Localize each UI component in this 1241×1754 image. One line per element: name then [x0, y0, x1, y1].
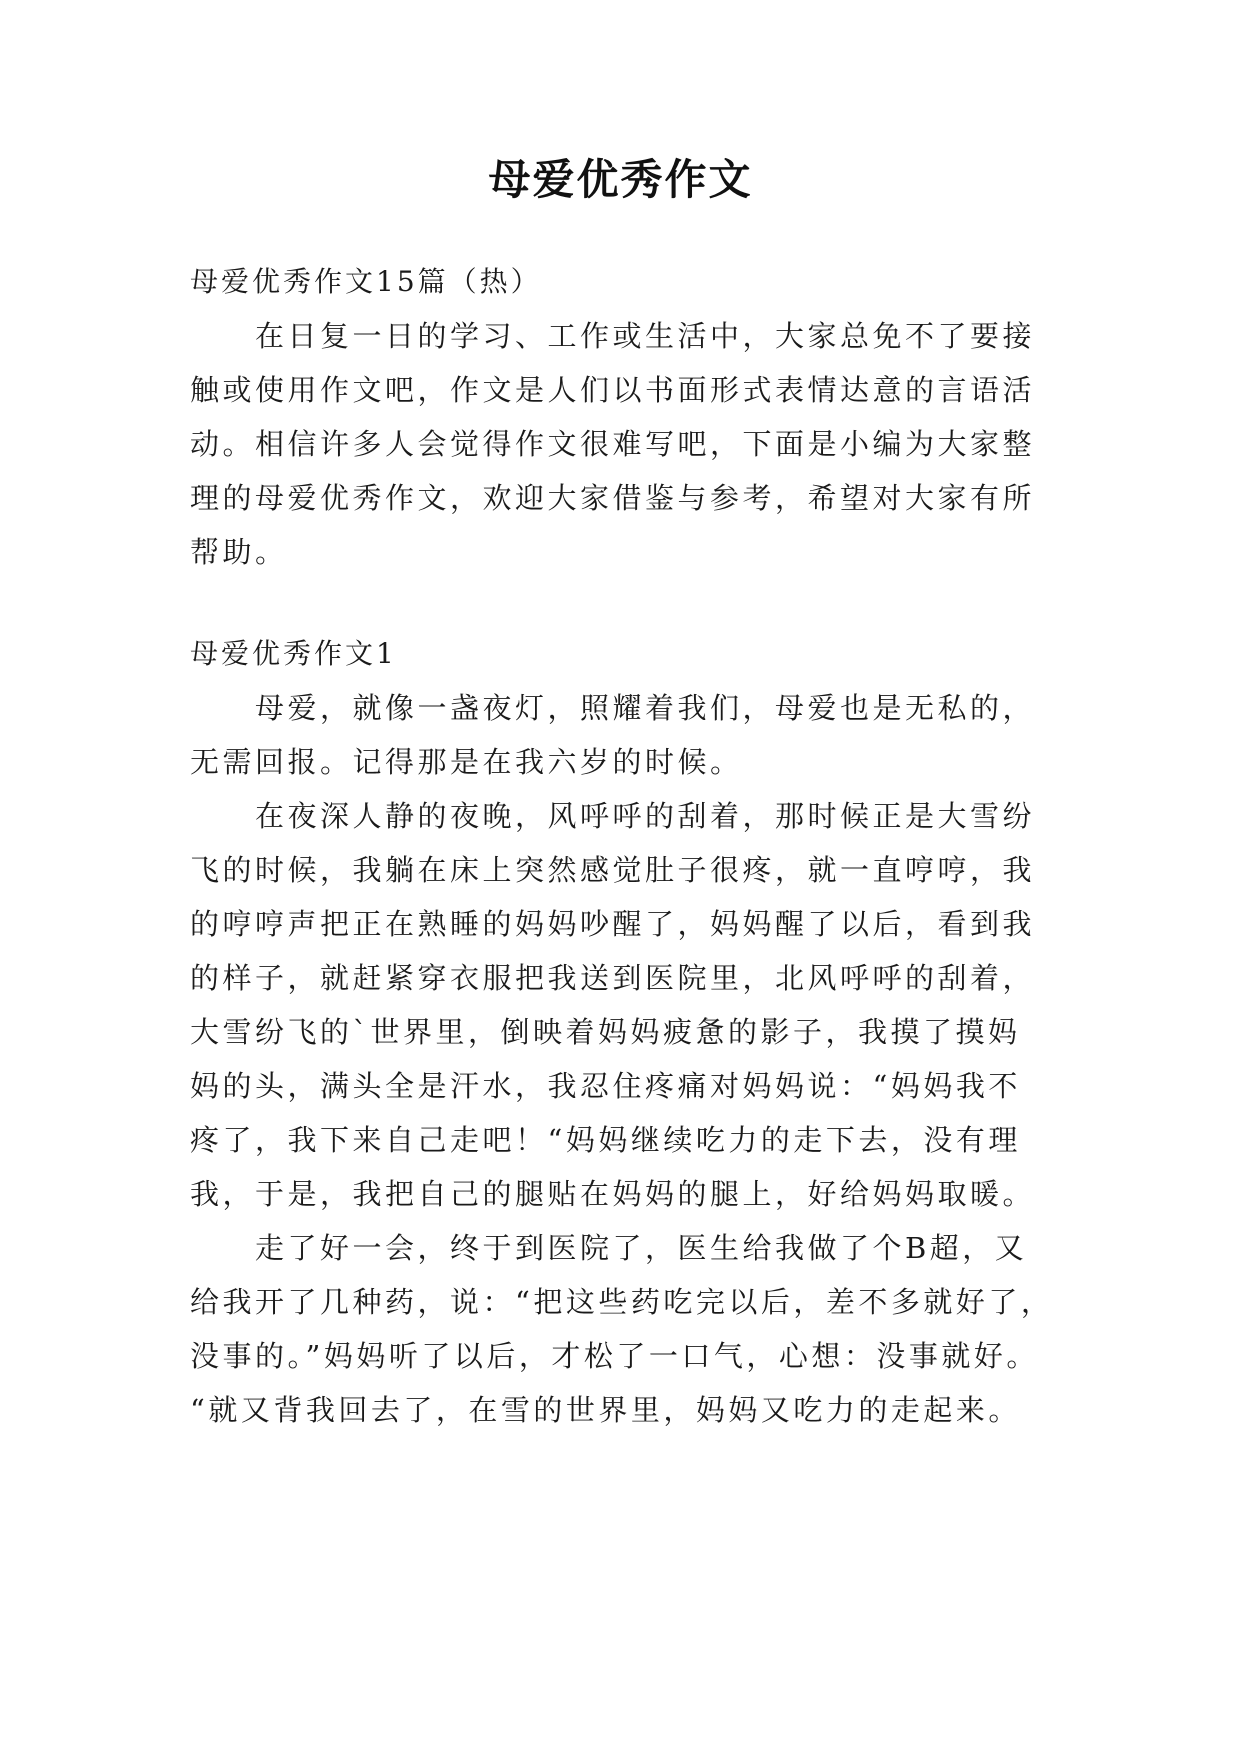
- essay1-paragraph-line: 疼了，我下来自己走吧！“妈妈继续吃力的走下去，没有理: [190, 1123, 1021, 1157]
- intro-paragraph-line: 动。相信许多人会觉得作文很难写吧，下面是小编为大家整: [190, 427, 1036, 461]
- essay1-paragraph-line: 妈的头，满头全是汗水，我忍住疼痛对妈妈说：“妈妈我不: [190, 1069, 1021, 1103]
- essay1-paragraph-line: 给我开了几种药，说：“把这些药吃完以后，差不多就好了，: [190, 1285, 1054, 1319]
- essay1-paragraph-line: 母爱，就像一盏夜灯，照耀着我们，母爱也是无私的，: [255, 691, 1036, 725]
- essay1-paragraph-line: 没事的。”妈妈听了以后，才松了一口气，心想：没事就好。: [190, 1339, 1039, 1373]
- essay1-paragraph-line: “就又背我回去了，在雪的世界里，妈妈又吃力的走起来。: [190, 1393, 1021, 1427]
- essay1-paragraph-line: 大雪纷飞的`世界里，倒映着妈妈疲惫的影子，我摸了摸妈: [190, 1015, 1021, 1049]
- intro-paragraph-line: 理的母爱优秀作文，欢迎大家借鉴与参考，希望对大家有所: [190, 481, 1036, 515]
- essay1-paragraph-line: 无需回报。记得那是在我六岁的时候。: [190, 745, 743, 779]
- essay1-paragraph-line: 的哼哼声把正在熟睡的妈妈吵醒了，妈妈醒了以后，看到我: [190, 907, 1036, 941]
- intro-paragraph-line: 触或使用作文吧，作文是人们以书面形式表情达意的言语活: [190, 373, 1036, 407]
- intro-paragraph-line: 帮助。: [190, 535, 288, 569]
- essay1-paragraph-line: 我，于是，我把自己的腿贴在妈妈的腿上，好给妈妈取暖。: [190, 1177, 1036, 1211]
- essay1-paragraph-line: 在夜深人静的夜晚，风呼呼的刮着，那时候正是大雪纷: [255, 799, 1036, 833]
- intro-paragraph-line: 在日复一日的学习、工作或生活中，大家总免不了要接: [255, 319, 1036, 353]
- essay1-paragraph-line: 的样子，就赶紧穿衣服把我送到医院里，北风呼呼的刮着，: [190, 961, 1036, 995]
- essay1-paragraph-line: 走了好一会，终于到医院了，医生给我做了个B超，又: [255, 1231, 1028, 1265]
- document-title: 母爱优秀作文: [488, 155, 753, 204]
- essay1-heading: 母爱优秀作文1: [190, 637, 397, 670]
- intro-heading: 母爱优秀作文15篇（热）: [190, 265, 542, 298]
- essay1-paragraph-line: 飞的时候，我躺在床上突然感觉肚子很疼，就一直哼哼，我: [190, 853, 1036, 887]
